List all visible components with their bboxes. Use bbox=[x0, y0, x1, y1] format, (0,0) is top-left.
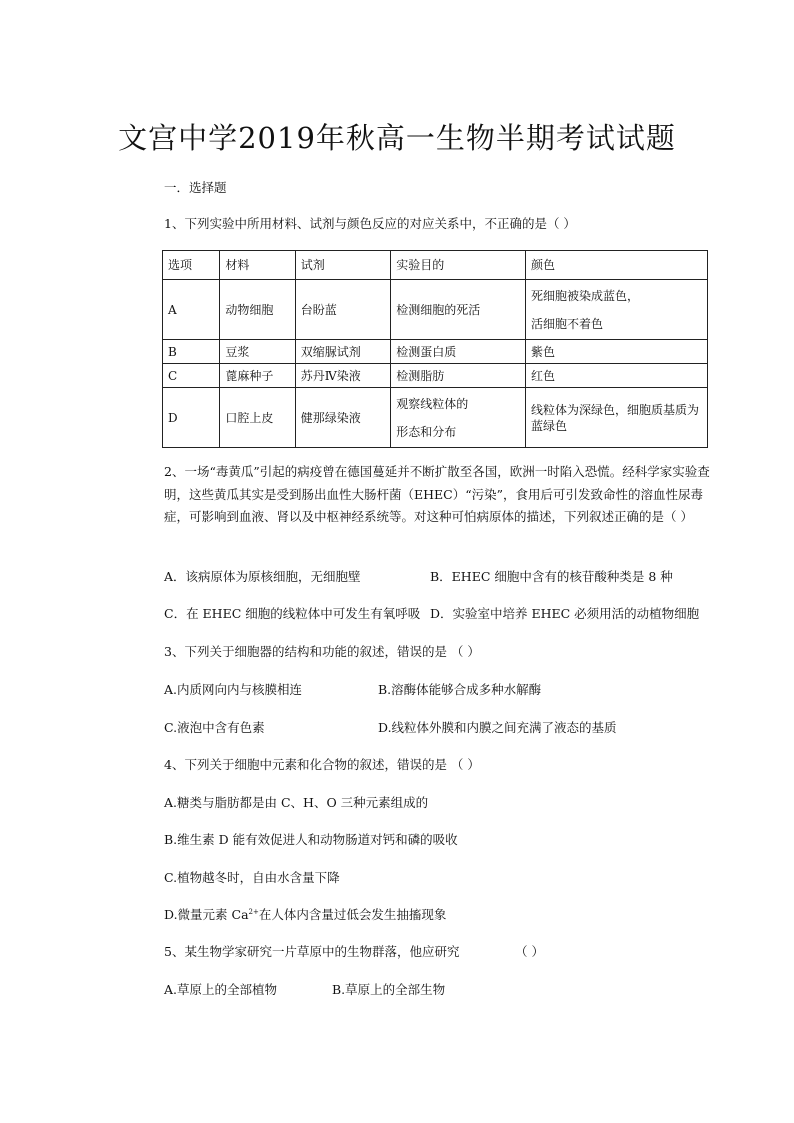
material-cell: 蓖麻种子 bbox=[220, 364, 295, 388]
header-cell: 实验目的 bbox=[391, 251, 526, 280]
header-cell: 颜色 bbox=[525, 251, 707, 280]
question-3-option-d: D.线粒体外膜和内膜之间充满了液态的基质 bbox=[378, 720, 617, 735]
question-3-stem: 3、下列关于细胞器的结构和功能的叙述，错误的是 （ ） bbox=[164, 644, 480, 659]
material-cell: 动物细胞 bbox=[220, 280, 295, 340]
material-cell: 豆浆 bbox=[220, 340, 295, 364]
header-cell: 试剂 bbox=[295, 251, 391, 280]
material-cell: 口腔上皮 bbox=[220, 388, 295, 448]
reagent-cell: 苏丹Ⅳ染液 bbox=[295, 364, 391, 388]
question-3-option-c: C.液泡中含有色素 bbox=[164, 720, 265, 735]
question-2-option-b: B．EHEC 细胞中含有的核苷酸种类是 8 种 bbox=[430, 569, 673, 584]
option-cell: C bbox=[163, 364, 220, 388]
reagent-cell: 台盼蓝 bbox=[295, 280, 391, 340]
purpose-cell: 检测脂肪 bbox=[391, 364, 526, 388]
question-1-table bbox=[162, 250, 708, 448]
color-cell: 红色 bbox=[525, 364, 707, 388]
option-cell: A bbox=[163, 280, 220, 340]
color-line: 活细胞不着色 bbox=[530, 316, 603, 331]
question-4-option-a: A.糖类与脂肪都是由 C、H、O 三种元素组成的 bbox=[164, 795, 429, 810]
header-cell: 材料 bbox=[220, 251, 295, 280]
purpose-line: 观察线粒体的 bbox=[396, 396, 469, 411]
table-row bbox=[163, 280, 708, 340]
option-cell: B bbox=[163, 340, 220, 364]
question-4-option-b: B.维生素 D 能有效促进人和动物肠道对钙和磷的吸收 bbox=[164, 832, 458, 847]
purpose-cell: 检测蛋白质 bbox=[391, 340, 526, 364]
question-4-option-c: C.植物越冬时，自由水含量下降 bbox=[164, 870, 340, 885]
question-2-option-a: A．该病原体为原核细胞，无细胞壁 bbox=[164, 569, 361, 584]
option-text: D.微量元素 Ca bbox=[164, 907, 249, 922]
color-cell: 紫色 bbox=[525, 340, 707, 364]
header-cell: 选项 bbox=[163, 251, 220, 280]
question-5-option-b: B.草原上的全部生物 bbox=[332, 982, 446, 997]
purpose-cell: 检测细胞的死活 bbox=[391, 280, 526, 340]
option-cell: D bbox=[163, 388, 220, 448]
question-2-option-c: C．在 EHEC 细胞的线粒体中可发生有氧呼吸 bbox=[164, 606, 421, 621]
section-heading: 一．选择题 bbox=[164, 180, 227, 195]
question-5-stem: 5、某生物学家研究一片草原中的生物群落，他应研究 bbox=[164, 944, 460, 959]
reagent-cell: 健那绿染液 bbox=[295, 388, 391, 448]
question-2-option-d: D．实验室中培养 EHEC 必须用活的动植物细胞 bbox=[430, 606, 700, 621]
table-row bbox=[163, 340, 708, 364]
color-line: 死细胞被染成蓝色， bbox=[530, 288, 639, 303]
table-row bbox=[163, 364, 708, 388]
question-1-stem: 1、下列实验中所用材料、试剂与颜色反应的对应关系中，不正确的是（ ） bbox=[164, 216, 576, 231]
question-5-answer-paren: （ ） bbox=[515, 944, 544, 959]
question-4-option-d bbox=[164, 905, 446, 923]
question-3-option-a: A.内质网向内与核膜相连 bbox=[164, 682, 303, 697]
page-title: 文宫中学2019年秋高一生物半期考试试题 bbox=[118, 121, 676, 155]
question-4-stem: 4、下列关于细胞中元素和化合物的叙述，错误的是 （ ） bbox=[164, 757, 480, 772]
question-2-stem: 2、一场“毒黄瓜”引起的病疫曾在德国蔓延并不断扩散至各国，欧洲一时陷入恐慌。经科学家实验查明，这些黄瓜其实是受到肠出血性大肠杆菌（EHEC）“污染”，食用后可引发致命性的溶血性尿毒症，可影响到血液、肾以及中枢神经系统等。对这种可怕病原体的描述，下列叙述正确的是（ ） bbox=[164, 464, 710, 524]
purpose-cell bbox=[391, 388, 526, 448]
superscript-charge: 2+ bbox=[248, 907, 259, 916]
question-3-option-b: B.溶酶体能够合成多种水解酶 bbox=[378, 682, 542, 697]
color-cell: 线粒体为深绿色，细胞质基质为蓝绿色 bbox=[525, 388, 707, 448]
option-text: 在人体内含量过低会发生抽搐现象 bbox=[258, 907, 447, 922]
table-header-row bbox=[163, 251, 708, 280]
reagent-cell: 双缩脲试剂 bbox=[295, 340, 391, 364]
question-5-option-a: A.草原上的全部植物 bbox=[164, 982, 278, 997]
color-cell bbox=[525, 280, 707, 340]
purpose-line: 形态和分布 bbox=[396, 424, 457, 439]
table-row bbox=[163, 388, 708, 448]
